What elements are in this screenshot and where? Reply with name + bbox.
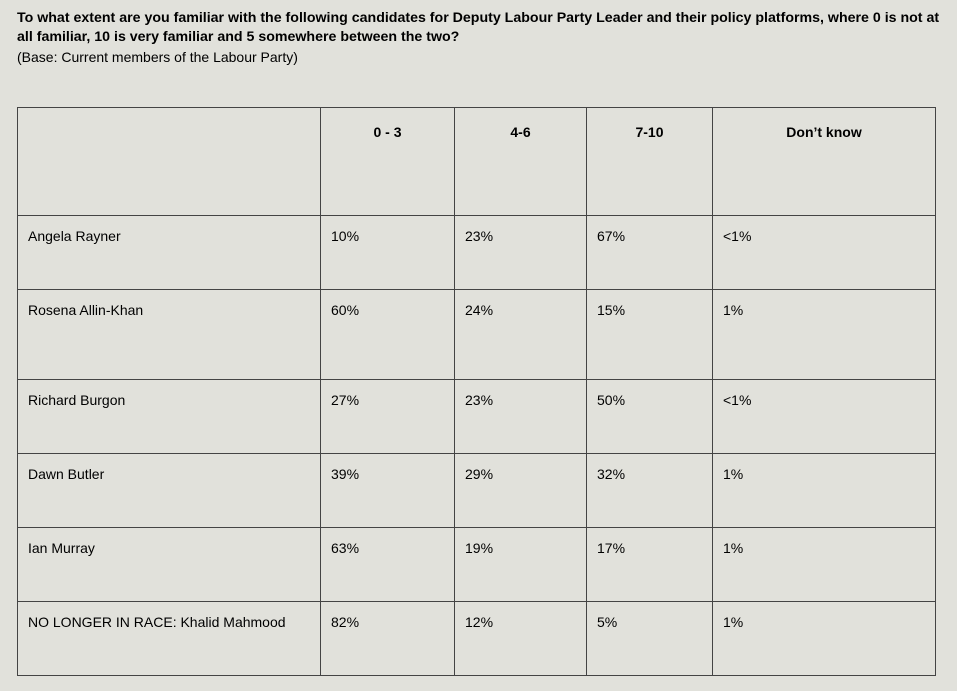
candidate-name: Angela Rayner — [18, 216, 321, 290]
header-0-3: 0 - 3 — [321, 108, 455, 216]
value-dont-know: <1% — [713, 216, 936, 290]
value-4-6: 29% — [455, 454, 587, 528]
candidate-name: Richard Burgon — [18, 380, 321, 454]
header-candidate — [18, 108, 321, 216]
value-7-10: 17% — [587, 528, 713, 602]
value-7-10: 5% — [587, 602, 713, 676]
value-0-3: 39% — [321, 454, 455, 528]
value-dont-know: 1% — [713, 454, 936, 528]
value-4-6: 12% — [455, 602, 587, 676]
value-4-6: 24% — [455, 290, 587, 380]
survey-question: To what extent are you familiar with the following candidates for Deputy Labour Party Leader and their policy platforms, where 0 is not at all familiar, 10 is very familiar and 5 somewhere between the two? — [17, 10, 940, 45]
candidate-name: Rosena Allin-Khan — [18, 290, 321, 380]
value-0-3: 10% — [321, 216, 455, 290]
value-dont-know: 1% — [713, 528, 936, 602]
candidate-name: Dawn Butler — [18, 454, 321, 528]
value-dont-know: 1% — [713, 290, 936, 380]
table-row — [18, 380, 936, 454]
value-0-3: 82% — [321, 602, 455, 676]
results-table — [17, 107, 936, 676]
value-0-3: 60% — [321, 290, 455, 380]
value-0-3: 27% — [321, 380, 455, 454]
value-dont-know: 1% — [713, 602, 936, 676]
value-7-10: 32% — [587, 454, 713, 528]
value-7-10: 50% — [587, 380, 713, 454]
value-4-6: 19% — [455, 528, 587, 602]
candidate-name: NO LONGER IN RACE: Khalid Mahmood — [18, 602, 321, 676]
table-row — [18, 454, 936, 528]
value-0-3: 63% — [321, 528, 455, 602]
header-row — [18, 108, 936, 216]
header-dont-know: Don’t know — [713, 108, 936, 216]
value-4-6: 23% — [455, 380, 587, 454]
value-7-10: 15% — [587, 290, 713, 380]
value-4-6: 23% — [455, 216, 587, 290]
table-row — [18, 528, 936, 602]
table-row — [18, 290, 936, 380]
candidate-name: Ian Murray — [18, 528, 321, 602]
value-7-10: 67% — [587, 216, 713, 290]
survey-base-note: (Base: Current members of the Labour Party) — [17, 49, 298, 65]
value-dont-know: <1% — [713, 380, 936, 454]
table-row — [18, 216, 936, 290]
header-7-10: 7-10 — [587, 108, 713, 216]
table-row — [18, 602, 936, 676]
header-4-6: 4-6 — [455, 108, 587, 216]
